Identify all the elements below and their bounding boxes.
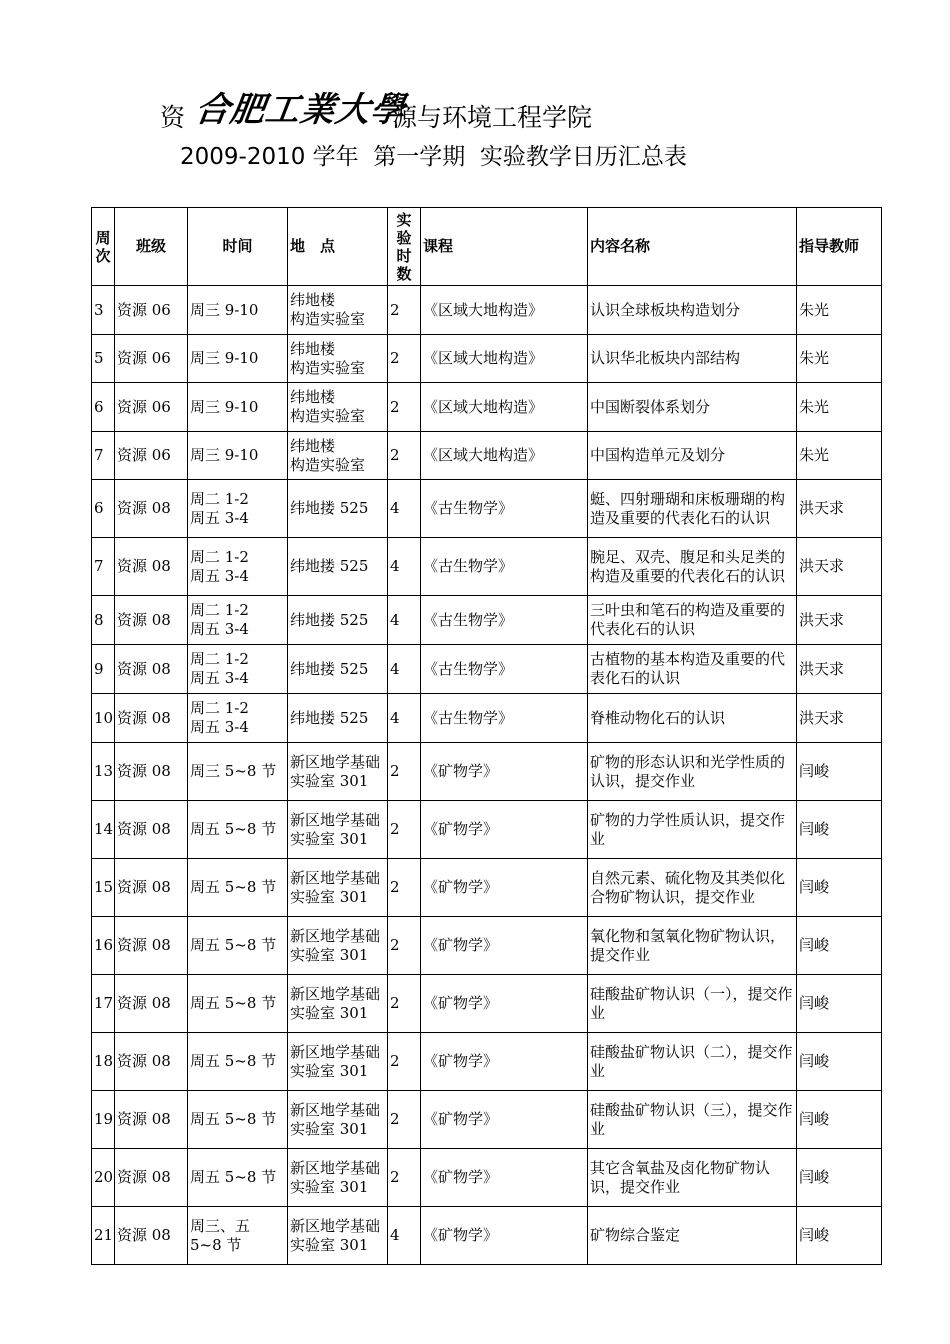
cell-hours: 4	[388, 645, 421, 694]
cell-time: 周五 5~8 节	[188, 975, 288, 1033]
cell-place: 纬地搂 525	[288, 596, 388, 645]
cell-content: 蜓、四射珊瑚和床板珊瑚的构造及重要的代表化石的认识	[588, 480, 797, 538]
cell-teacher: 洪天求	[797, 480, 882, 538]
cell-class: 资源 08	[115, 801, 188, 859]
table-row	[92, 335, 882, 383]
cell-place: 纬地搂 525	[288, 694, 388, 743]
cell-week: 14	[92, 801, 115, 859]
table-row	[92, 859, 882, 917]
cell-teacher: 闫峻	[797, 743, 882, 801]
cell-week: 6	[92, 383, 115, 432]
cell-class: 资源 06	[115, 432, 188, 480]
cell-course: 《古生物学》	[421, 480, 588, 538]
header-hours: 实 验 时 数	[388, 208, 421, 286]
cell-content: 矿物综合鉴定	[588, 1207, 797, 1265]
cell-class: 资源 08	[115, 859, 188, 917]
cell-class: 资源 08	[115, 1207, 188, 1265]
cell-content: 硅酸盐矿物认识（一），提交作业	[588, 975, 797, 1033]
cell-time: 周三 9-10	[188, 383, 288, 432]
cell-teacher: 洪天求	[797, 694, 882, 743]
cell-week: 15	[92, 859, 115, 917]
table-row	[92, 432, 882, 480]
cell-place: 纬地搂 525	[288, 480, 388, 538]
table-row	[92, 1207, 882, 1265]
cell-place: 新区地学基础实验室 301	[288, 1207, 388, 1265]
cell-class: 资源 08	[115, 1033, 188, 1091]
cell-place: 纬地楼 构造实验室	[288, 335, 388, 383]
cell-teacher: 闫峻	[797, 1149, 882, 1207]
cell-content: 认识华北板块内部结构	[588, 335, 797, 383]
cell-time: 周三 5~8 节	[188, 743, 288, 801]
table-row	[92, 538, 882, 596]
cell-week: 7	[92, 432, 115, 480]
cell-hours: 2	[388, 1033, 421, 1091]
cell-class: 资源 06	[115, 383, 188, 432]
cell-week: 10	[92, 694, 115, 743]
cell-place: 纬地搂 525	[288, 538, 388, 596]
cell-course: 《矿物学》	[421, 1149, 588, 1207]
cell-course: 《区域大地构造》	[421, 383, 588, 432]
table-body	[92, 286, 882, 1265]
cell-time: 周三 9-10	[188, 286, 288, 335]
cell-week: 17	[92, 975, 115, 1033]
cell-content: 矿物的形态认识和光学性质的认识，提交作业	[588, 743, 797, 801]
cell-course: 《矿物学》	[421, 743, 588, 801]
cell-hours: 2	[388, 975, 421, 1033]
cell-hours: 2	[388, 1149, 421, 1207]
header-place: 地 点	[288, 208, 388, 286]
cell-hours: 2	[388, 743, 421, 801]
cell-hours: 2	[388, 859, 421, 917]
cell-course: 《古生物学》	[421, 645, 588, 694]
cell-hours: 4	[388, 1207, 421, 1265]
cell-teacher: 闫峻	[797, 917, 882, 975]
cell-week: 6	[92, 480, 115, 538]
header-class: 班级	[115, 208, 188, 286]
cell-teacher: 闫峻	[797, 801, 882, 859]
cell-place: 新区地学基础实验室 301	[288, 917, 388, 975]
cell-course: 《古生物学》	[421, 538, 588, 596]
cell-course: 《矿物学》	[421, 917, 588, 975]
cell-content: 腕足、双壳、腹足和头足类的构造及重要的代表化石的认识	[588, 538, 797, 596]
cell-hours: 2	[388, 917, 421, 975]
cell-class: 资源 08	[115, 694, 188, 743]
document-heading	[160, 82, 860, 132]
cell-course: 《古生物学》	[421, 596, 588, 645]
cell-time: 周五 5~8 节	[188, 1033, 288, 1091]
cell-content: 中国构造单元及划分	[588, 432, 797, 480]
cell-time: 周五 5~8 节	[188, 859, 288, 917]
cell-hours: 2	[388, 383, 421, 432]
cell-teacher: 洪天求	[797, 596, 882, 645]
cell-content: 矿物的力学性质认识，提交作业	[588, 801, 797, 859]
cell-course: 《矿物学》	[421, 859, 588, 917]
university-logo: 合肥工業大學	[192, 90, 409, 130]
cell-week: 9	[92, 645, 115, 694]
cell-hours: 4	[388, 538, 421, 596]
cell-place: 新区地学基础实验室 301	[288, 1033, 388, 1091]
cell-time: 周二 1-2 周五 3-4	[188, 645, 288, 694]
cell-time: 周五 5~8 节	[188, 801, 288, 859]
cell-hours: 2	[388, 335, 421, 383]
cell-time: 周五 5~8 节	[188, 1149, 288, 1207]
table-row	[92, 694, 882, 743]
cell-class: 资源 08	[115, 975, 188, 1033]
cell-place: 新区地学基础实验室 301	[288, 801, 388, 859]
cell-time: 周五 5~8 节	[188, 1091, 288, 1149]
cell-time: 周三 9-10	[188, 335, 288, 383]
table-row	[92, 596, 882, 645]
cell-place: 纬地楼 构造实验室	[288, 383, 388, 432]
cell-teacher: 闫峻	[797, 1033, 882, 1091]
table-row	[92, 1033, 882, 1091]
table-header-row	[92, 208, 882, 286]
table-row	[92, 645, 882, 694]
cell-teacher: 闫峻	[797, 1207, 882, 1265]
cell-course: 《区域大地构造》	[421, 432, 588, 480]
header-content: 内容名称	[588, 208, 797, 286]
header-time: 时间	[188, 208, 288, 286]
cell-course: 《矿物学》	[421, 1207, 588, 1265]
cell-course: 《矿物学》	[421, 1033, 588, 1091]
cell-hours: 4	[388, 480, 421, 538]
lab-calendar-table	[91, 207, 882, 1265]
cell-hours: 2	[388, 1091, 421, 1149]
cell-class: 资源 06	[115, 335, 188, 383]
cell-class: 资源 08	[115, 743, 188, 801]
table-row	[92, 383, 882, 432]
cell-class: 资源 08	[115, 1091, 188, 1149]
cell-course: 《区域大地构造》	[421, 286, 588, 335]
cell-place: 新区地学基础实验室 301	[288, 859, 388, 917]
cell-teacher: 朱光	[797, 286, 882, 335]
cell-place: 纬地楼 构造实验室	[288, 286, 388, 335]
table-row	[92, 286, 882, 335]
cell-week: 3	[92, 286, 115, 335]
cell-teacher: 闫峻	[797, 859, 882, 917]
cell-hours: 2	[388, 286, 421, 335]
cell-week: 21	[92, 1207, 115, 1265]
cell-week: 8	[92, 596, 115, 645]
cell-time: 周二 1-2 周五 3-4	[188, 480, 288, 538]
cell-course: 《区域大地构造》	[421, 335, 588, 383]
cell-class: 资源 08	[115, 538, 188, 596]
table-row	[92, 1149, 882, 1207]
cell-time: 周二 1-2 周五 3-4	[188, 694, 288, 743]
heading-suffix: 源与环境工程学院	[392, 103, 593, 132]
cell-place: 纬地楼 构造实验室	[288, 432, 388, 480]
cell-content: 脊椎动物化石的认识	[588, 694, 797, 743]
table-row	[92, 1091, 882, 1149]
cell-time: 周五 5~8 节	[188, 917, 288, 975]
cell-class: 资源 08	[115, 645, 188, 694]
cell-week: 19	[92, 1091, 115, 1149]
cell-course: 《古生物学》	[421, 694, 588, 743]
cell-course: 《矿物学》	[421, 801, 588, 859]
cell-hours: 2	[388, 801, 421, 859]
cell-time: 周二 1-2 周五 3-4	[188, 538, 288, 596]
table-row	[92, 975, 882, 1033]
cell-class: 资源 06	[115, 286, 188, 335]
cell-teacher: 朱光	[797, 383, 882, 432]
cell-hours: 2	[388, 432, 421, 480]
cell-place: 新区地学基础实验室 301	[288, 743, 388, 801]
cell-class: 资源 08	[115, 917, 188, 975]
cell-class: 资源 08	[115, 1149, 188, 1207]
cell-content: 硅酸盐矿物认识（二），提交作业	[588, 1033, 797, 1091]
cell-content: 中国断裂体系划分	[588, 383, 797, 432]
cell-time: 周三、五 5~8 节	[188, 1207, 288, 1265]
cell-content: 氧化物和氢氧化物矿物认识，提交作业	[588, 917, 797, 975]
header-course: 课程	[421, 208, 588, 286]
table-row	[92, 917, 882, 975]
cell-teacher: 闫峻	[797, 1091, 882, 1149]
header-week: 周 次	[92, 208, 115, 286]
cell-content: 古植物的基本构造及重要的代表化石的认识	[588, 645, 797, 694]
cell-place: 新区地学基础实验室 301	[288, 1149, 388, 1207]
cell-content: 三叶虫和笔石的构造及重要的代表化石的认识	[588, 596, 797, 645]
cell-class: 资源 08	[115, 596, 188, 645]
cell-place: 新区地学基础实验室 301	[288, 1091, 388, 1149]
cell-week: 7	[92, 538, 115, 596]
cell-place: 新区地学基础实验室 301	[288, 975, 388, 1033]
cell-week: 13	[92, 743, 115, 801]
cell-teacher: 洪天求	[797, 538, 882, 596]
cell-week: 18	[92, 1033, 115, 1091]
cell-hours: 4	[388, 596, 421, 645]
cell-week: 5	[92, 335, 115, 383]
document-subtitle: 2009-2010 学年 第一学期 实验教学日历汇总表	[180, 144, 687, 170]
cell-teacher: 洪天求	[797, 645, 882, 694]
cell-time: 周三 9-10	[188, 432, 288, 480]
cell-course: 《矿物学》	[421, 1091, 588, 1149]
header-teacher: 指导教师	[797, 208, 882, 286]
cell-teacher: 朱光	[797, 432, 882, 480]
cell-content: 认识全球板块构造划分	[588, 286, 797, 335]
cell-week: 20	[92, 1149, 115, 1207]
heading-prefix: 资	[160, 103, 186, 132]
cell-teacher: 闫峻	[797, 975, 882, 1033]
cell-hours: 4	[388, 694, 421, 743]
table-row	[92, 743, 882, 801]
cell-class: 资源 08	[115, 480, 188, 538]
cell-week: 16	[92, 917, 115, 975]
table-row	[92, 480, 882, 538]
cell-course: 《矿物学》	[421, 975, 588, 1033]
cell-place: 纬地搂 525	[288, 645, 388, 694]
cell-content: 自然元素、硫化物及其类似化合物矿物认识，提交作业	[588, 859, 797, 917]
cell-content: 硅酸盐矿物认识（三），提交作业	[588, 1091, 797, 1149]
cell-time: 周二 1-2 周五 3-4	[188, 596, 288, 645]
cell-teacher: 朱光	[797, 335, 882, 383]
table-row	[92, 801, 882, 859]
cell-content: 其它含氧盐及卤化物矿物认识，提交作业	[588, 1149, 797, 1207]
